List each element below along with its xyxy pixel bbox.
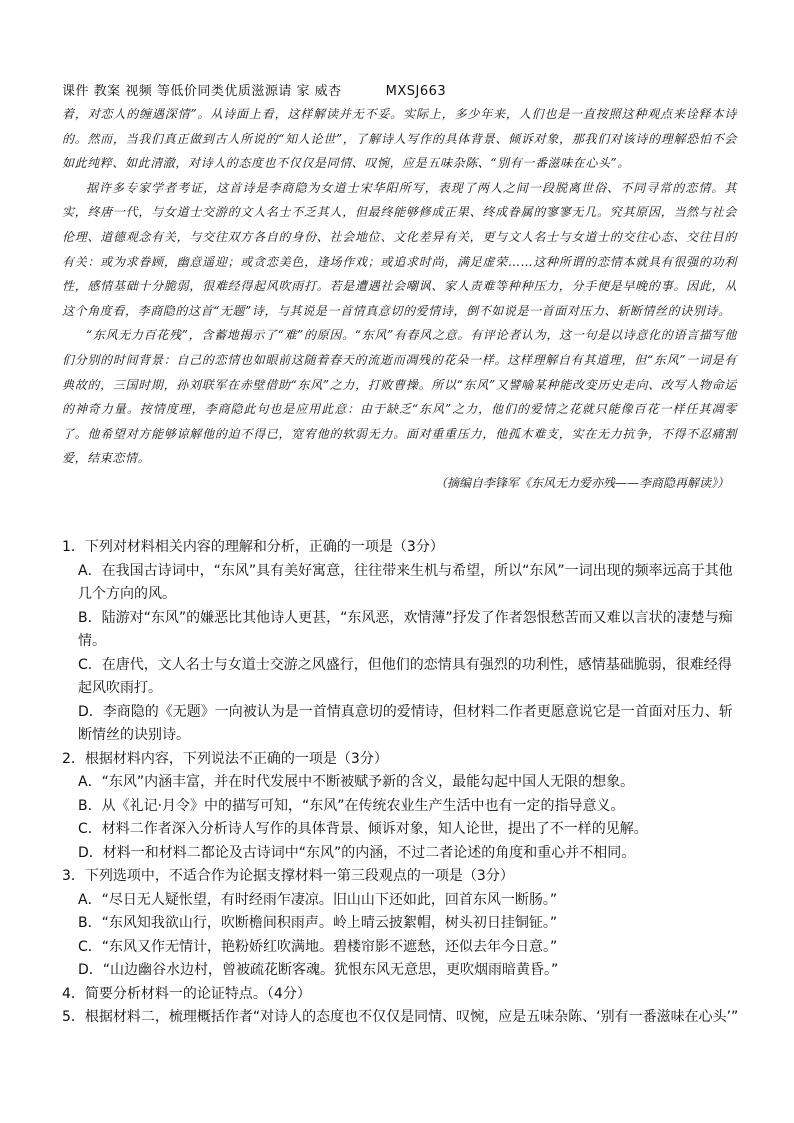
question-stem: 1．下列对材料相关内容的理解和分析，正确的一项是（3分） (62, 539, 444, 555)
question-stem: 4．简要分析材料一的论证特点。（4分） (62, 985, 311, 1002)
reading-passage (62, 102, 737, 495)
passage-paragraph-3: “东风无力百花残”，含蓄地揭示了“难”的原因。“东风”有春风之意。有评论者认为，这一句是以诗意化的语言描写他们分别的时间背景：自己的恋情也如眼前这随着春天的流逝而凋残的花朵一样。这样理解自有其道理，但“东风”一词是有典故的，三国时期，孙刘联军在赤壁借助“东风”之力，打败曹操。所以“东风”又譬喻某种能改变历史走向、改写人物命运的神奇力量。按情度理，李商隐此句也是应用此意：由于缺乏“东风”之力，他们的爱情之花就只能像百花一样任其凋零了。他希望对方能够谅解他的迫不得已，宽宥他的软弱无力。面对重重压力，他孤木难支，实在无力抗争，不得不忍痛割爱，结束恋情。 (62, 328, 737, 466)
question-2 (62, 748, 742, 866)
option-c: C．在唐代，文人名士与女道士交游之风盛行，但他们的恋情具有强烈的功利性，感情基础脆弱，很难经得起风吹雨打。 (78, 656, 732, 696)
option-b: B．“东风知我欲山行，吹断檐间积雨声。岭上晴云披絮帽，树头初日挂铜钲。” (78, 915, 558, 931)
option-c: C．材料二作者深入分析诗人写作的具体背景、倾诉对象，知人论世，提出了不一样的见解。 (78, 821, 648, 837)
document-code: MXSJ663 (385, 84, 447, 99)
option-a: A．“东风”内涵丰富，并在时代发展中不断被赋予新的含义，最能勾起中国人无限的想象。 (78, 774, 635, 790)
option-a: A．“尽日无人疑怅望，有时经雨乍凄凉。旧山山下还如此，回首东风一断肠。” (78, 891, 558, 908)
question-5 (62, 1006, 742, 1030)
watermark-header (62, 80, 446, 99)
watermark-text: 课件 教案 视频 等低价同类优质滋源请 家 威杏 (62, 84, 342, 99)
question-stem: 3．下列选项中，不适合作为论据支撑材料一第三段观点的一项是（3分） (62, 868, 514, 884)
question-list (62, 536, 742, 1030)
question-stem: 2．根据材料内容，下列说法不正确的一项是（3分） (62, 750, 388, 767)
option-a: A．在我国古诗词中，“东风”具有美好寓意，往往带来生机与希望，所以“东风”一词出现的频率远高于其他几个方向的风。 (78, 562, 733, 602)
passage-paragraph-2: 据许多专家学者考证，这首诗是李商隐为女道士宋华阳所写，表现了两人之间一段脱离世俗、不同寻常的恋情。其实，终唐一代，与女道士交游的文人名士不乏其人，但最终能够修成正果、终成眷属的寥寥无几。究其原因，当然与社会伦理、道德观念有关，与交往双方各自的身份、社会地位、文化差异有关，更与文人名士与女道士的交往心态、交往目的有关：或为求眷顾，幽意遥迎；或贪恋美色，逢场作戏；或追求时尚，满足虚荣……这种所谓的恋情本就具有很强的功利性，感情基础十分脆弱，很难经得起风吹雨打。若是遭遇社会嘲讽、家人责难等种种压力，分手便是早晚的事。因此，从这个角度看，李商隐的这首“无题”诗，与其说是一首情真意切的爱情诗，倒不如说是一首面对压力、斩断情丝的诀别诗。 (62, 180, 737, 318)
passage-paragraph-1: 着，对恋人的缠遇深情”。从诗面上看，这样解读并无不妥。实际上，多少年来，人们也是一直按照这种观点来诠释本诗的。然而，当我们真正做到古人所说的“知人论世”，了解诗人写作的具体背景、倾诉对象，那我们对该诗的理解恐怕不会如此纯粹、如此清澈，对诗人的态度也不仅仅是同情、叹惋，应是五味杂陈、“别有一番滋味在心头”。 (62, 107, 737, 171)
question-3 (62, 865, 742, 983)
option-d: D．材料一和材料二都论及古诗词中“东风”的内涵，不过二者论述的角度和重心并不相同。 (78, 844, 636, 861)
option-c: C．“东风又作无情计，艳粉娇红吹满地。碧楼帘影不遮愁，还似去年今日意。” (78, 938, 558, 955)
option-d: D．李商隐的《无题》一向被认为是一首情真意切的爱情诗，但材料二作者更愿意说它是一首面对压力、斩断情丝的诀别诗。 (78, 703, 733, 743)
passage-source: （摘编自李锋军《东风无力爱亦残——李商隐再解读》） (434, 475, 729, 490)
option-d: D．“山边幽谷水边村，曾被疏花断客魂。犹恨东风无意思，更吹烟雨暗黄昏。” (78, 962, 559, 978)
question-4 (62, 983, 742, 1007)
question-stem: 5．根据材料二，梳理概括作者“对诗人的态度也不仅仅是同情、叹惋，应是五味杂陈、‘别有一番滋味在心头’” (62, 1009, 739, 1025)
question-1 (62, 536, 742, 748)
option-b: B．从《礼记·月令》中的描写可知，“东风”在传统农业生产生活中也有一定的指导意义。 (78, 797, 625, 814)
option-b: B．陆游对“东风”的嫌恶比其他诗人更甚，“东风恶，欢情薄”抒发了作者怨恨愁苦而又难以言状的凄楚与痴情。 (78, 609, 733, 649)
